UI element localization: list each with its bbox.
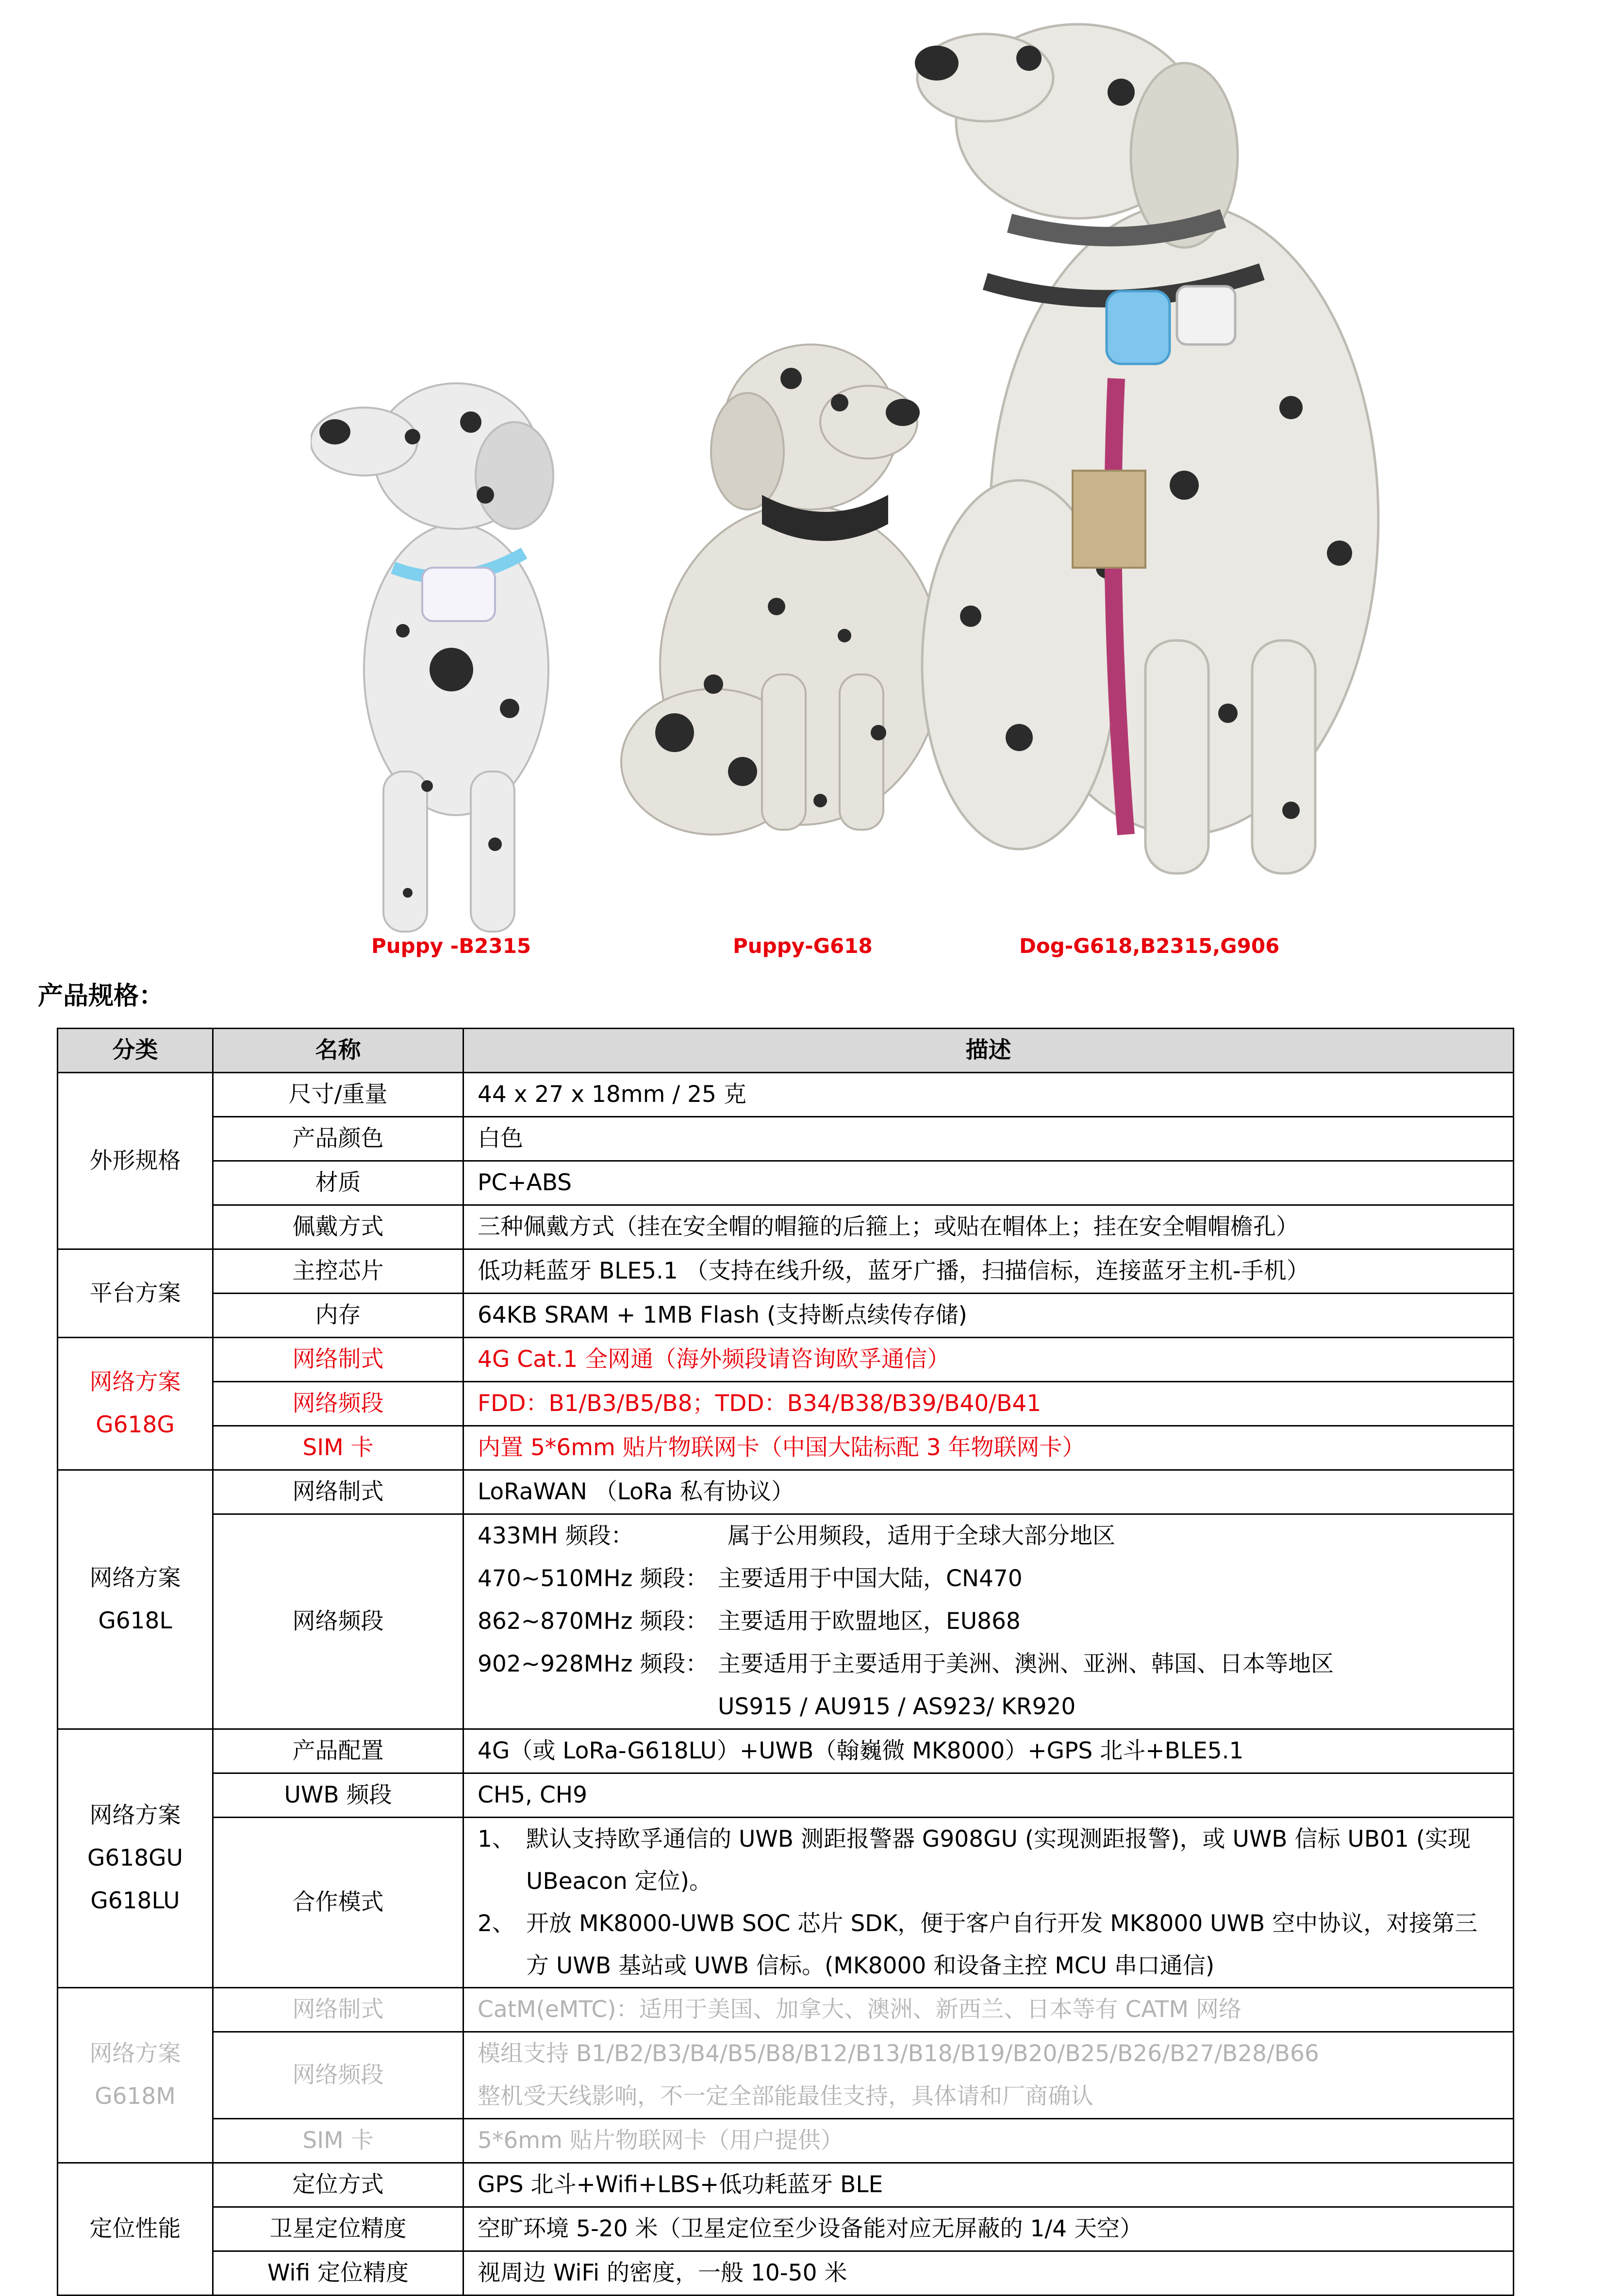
table-row xyxy=(58,1249,1514,1294)
band-line xyxy=(478,1600,1499,1643)
table-row xyxy=(58,1382,1514,1426)
category-g618gu xyxy=(58,1729,213,1988)
row-name: 定位方式 xyxy=(213,2163,463,2207)
row-desc: 白色 xyxy=(463,1117,1514,1161)
table-row xyxy=(58,1729,1514,1773)
row-desc xyxy=(463,2032,1514,2119)
table-row xyxy=(58,1161,1514,1205)
row-name: 合作模式 xyxy=(213,1818,463,1988)
dalmatian-figurine-large-icon xyxy=(912,10,1398,932)
category-platform: 平台方案 xyxy=(58,1249,213,1338)
photo-caption-2: Puppy-G618 xyxy=(733,934,873,958)
dalmatian-figurine-small-icon xyxy=(311,359,602,936)
row-desc: 5*6mm 贴片物联网卡（用户提供） xyxy=(463,2119,1514,2163)
category-line: G618L xyxy=(98,1607,172,1634)
row-name: UWB 频段 xyxy=(213,1773,463,1818)
row-desc: LoRaWAN （LoRa 私有协议） xyxy=(463,1470,1514,1514)
coop-list xyxy=(463,1818,1514,1988)
row-desc: CatM(eMTC)：适用于美国、加拿大、澳洲、新西兰、日本等有 CATM 网络 xyxy=(463,1988,1514,2032)
row-desc: 空旷环境 5-20 米（卫星定位至少设备能对应无屏蔽的 1/4 天空） xyxy=(463,2207,1514,2251)
category-line: G618GU xyxy=(87,1845,183,1871)
table-row xyxy=(58,1773,1514,1818)
band-text: 属于公用频段，适用于全球大部分地区 xyxy=(728,1523,1115,1549)
row-name: 产品颜色 xyxy=(213,1117,463,1161)
band-list xyxy=(463,1514,1514,1729)
band-line: 模组支持 B1/B2/B3/B4/B5/B8/B12/B13/B18/B19/B20/B25/B26/B27/B28/B66 xyxy=(478,2040,1319,2067)
header-description: 描述 xyxy=(463,1029,1514,1073)
category-line: 网络方案 xyxy=(89,1802,181,1829)
row-name: 网络频段 xyxy=(213,2032,463,2119)
table-row xyxy=(58,2163,1514,2207)
table-row xyxy=(58,1338,1514,1382)
header-category: 分类 xyxy=(58,1029,213,1073)
band-line xyxy=(478,1686,1499,1728)
table-row xyxy=(58,2207,1514,2251)
band-line xyxy=(478,1515,1499,1558)
row-desc: GPS 北斗+Wifi+LBS+低功耗蓝牙 BLE xyxy=(463,2163,1514,2207)
header-name: 名称 xyxy=(213,1029,463,1073)
photo-caption-3: Dog-G618,B2315,G906 xyxy=(1019,934,1280,958)
list-num: 1、 xyxy=(478,1826,515,1853)
row-name: 网络制式 xyxy=(213,1338,463,1382)
row-desc: 4G（或 LoRa-G618LU）+UWB（翰巍微 MK8000）+GPS 北斗+BLE5.1 xyxy=(463,1729,1514,1773)
band-label: 902~928MHz 频段： xyxy=(478,1651,709,1677)
table-row xyxy=(58,1818,1514,1988)
row-desc: FDD：B1/B3/B5/B8；TDD：B34/B38/B39/B40/B41 xyxy=(463,1382,1514,1426)
row-desc: 三种佩戴方式（挂在安全帽的帽箍的后箍上；或贴在帽体上；挂在安全帽帽檐孔） xyxy=(463,1205,1514,1249)
table-row xyxy=(58,1294,1514,1338)
category-line: 网络方案 xyxy=(89,1564,181,1591)
row-name: 网络制式 xyxy=(213,1988,463,2032)
table-row xyxy=(58,1073,1514,1117)
row-name: 网络频段 xyxy=(213,1382,463,1426)
row-name: Wifi 定位精度 xyxy=(213,2251,463,2296)
category-line: 网络方案 xyxy=(89,2040,181,2067)
row-desc: 视周边 WiFi 的密度，一般 10-50 米 xyxy=(463,2251,1514,2296)
band-text: 主要适用于欧盟地区，EU868 xyxy=(718,1608,1021,1635)
row-name: 佩戴方式 xyxy=(213,1205,463,1249)
dalmatian-figurine-sitting-icon xyxy=(616,335,946,844)
category-line: G618M xyxy=(95,2083,176,2110)
list-num: 2、 xyxy=(478,1910,515,1937)
row-desc: 64KB SRAM + 1MB Flash (支持断点续传存储) xyxy=(463,1294,1514,1338)
band-label: 862~870MHz 频段： xyxy=(478,1608,709,1635)
row-name: 内存 xyxy=(213,1294,463,1338)
row-desc: PC+ABS xyxy=(463,1161,1514,1205)
band-line xyxy=(478,1558,1499,1600)
table-row xyxy=(58,1426,1514,1470)
band-label: 470~510MHz 频段： xyxy=(478,1565,709,1592)
band-label: 433MH 频段： xyxy=(478,1523,634,1549)
row-name: 主控芯片 xyxy=(213,1249,463,1294)
table-row xyxy=(58,1514,1514,1729)
category-positioning: 定位性能 xyxy=(58,2163,213,2296)
table-row xyxy=(58,1117,1514,1161)
row-desc: CH5, CH9 xyxy=(463,1773,1514,1818)
list-text: 开放 MK8000-UWB SOC 芯片 SDK，便于客户自行开发 MK8000 UWB 空中协议，对接第三方 UWB 基站或 UWB 信标。(MK8000 和设备主控 MCU 串口通信) xyxy=(526,1910,1478,1979)
row-desc: 4G Cat.1 全网通（海外频段请咨询欧孚通信） xyxy=(463,1338,1514,1382)
row-desc: 44 x 27 x 18mm / 25 克 xyxy=(463,1073,1514,1117)
row-name: 网络频段 xyxy=(213,1514,463,1729)
row-name: 卫星定位精度 xyxy=(213,2207,463,2251)
section-title: 产品规格： xyxy=(38,982,165,1011)
table-row xyxy=(58,1988,1514,2032)
category-g618m xyxy=(58,1988,213,2163)
row-name: SIM 卡 xyxy=(213,1426,463,1470)
category-g618l xyxy=(58,1470,213,1729)
table-row xyxy=(58,1470,1514,1514)
category-line: G618LU xyxy=(90,1887,180,1914)
band-line: 整机受天线影响，不一定全部能最佳支持，具体请和厂商确认 xyxy=(478,2083,1093,2110)
row-name: SIM 卡 xyxy=(213,2119,463,2163)
row-desc: 低功耗蓝牙 BLE5.1 （支持在线升级，蓝牙广播，扫描信标，连接蓝牙主机-手机） xyxy=(463,1249,1514,1294)
row-desc: 内置 5*6mm 贴片物联网卡（中国大陆标配 3 年物联网卡） xyxy=(463,1426,1514,1470)
table-row xyxy=(58,2119,1514,2163)
table-row xyxy=(58,2251,1514,2296)
row-name: 尺寸/重量 xyxy=(213,1073,463,1117)
band-text: 主要适用于中国大陆，CN470 xyxy=(718,1565,1023,1592)
row-name: 材质 xyxy=(213,1161,463,1205)
row-name: 网络制式 xyxy=(213,1470,463,1514)
category-g618g xyxy=(58,1338,213,1470)
band-line xyxy=(478,1643,1499,1686)
band-tail: US915 / AU915 / AS923/ KR920 xyxy=(718,1693,1076,1720)
spec-table xyxy=(57,1028,1514,2296)
table-row xyxy=(58,2032,1514,2119)
category-line: G618G xyxy=(96,1411,175,1438)
table-row xyxy=(58,1205,1514,1249)
list-text: 默认支持欧孚通信的 UWB 测距报警器 G908GU (实现测距报警)，或 UWB 信标 UB01 (实现 UBeacon 定位)。 xyxy=(526,1826,1471,1895)
band-text: 主要适用于主要适用于美洲、澳洲、亚洲、韩国、日本等地区 xyxy=(718,1651,1334,1677)
table-header-row xyxy=(58,1029,1514,1073)
photo-caption-1: Puppy -B2315 xyxy=(371,934,531,958)
row-name: 产品配置 xyxy=(213,1729,463,1773)
list-item xyxy=(478,1818,1499,1902)
category-line: 网络方案 xyxy=(89,1369,181,1395)
list-item xyxy=(478,1902,1499,1987)
category-appearance: 外形规格 xyxy=(58,1073,213,1249)
